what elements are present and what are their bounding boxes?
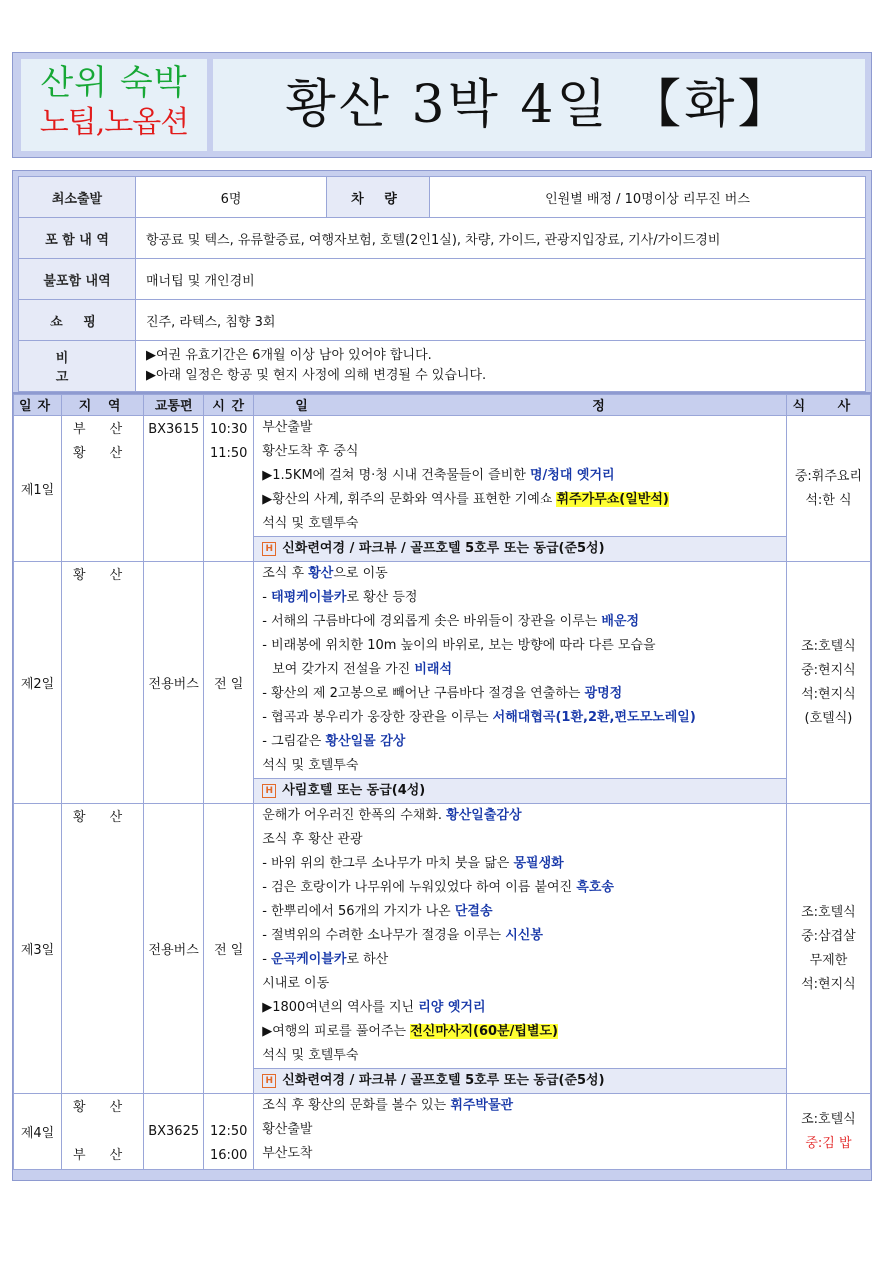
meal-item: 석:한 식 [805,492,852,508]
highlight-spot: 황산 [308,566,334,581]
schedule-table [13,394,871,1170]
highlight-spot: 태평케이블카 [271,590,347,605]
itinerary-line: ▶1800여년의 역사를 지닌 리양 옛거리 [262,1000,486,1015]
hotel-line [254,778,786,803]
time-cell: 전 일 [204,804,254,1094]
itinerary-line: 부산출발 [262,420,313,435]
meal-cell [786,1094,870,1170]
transport-cell: 전용버스 [144,804,204,1094]
day-label: 제2일 [14,562,62,804]
hotel-icon: H [262,542,276,556]
itinerary-line: - 검은 호랑이가 나무위에 누워있었다 하여 이름 붙여진 흑호송 [262,880,614,895]
itinerary-line: 보여 갖가지 전설을 가진 비래석 [272,662,453,677]
meal-cell [786,562,870,804]
time-value: 10:30 [209,422,248,437]
highlight-spot: 시신봉 [505,928,543,943]
itinerary-line: - 절벽위의 수려한 소나무가 절경을 이루는 시신봉 [262,928,543,943]
meal-item: 무제한 [809,952,848,968]
badge-line1: 산위 숙박 [40,63,188,103]
col-header-day: 일자 [14,395,62,416]
itinerary-cell [254,416,787,562]
col-header-meal: 식 사 [786,395,870,416]
highlight-spot: 서해대협곡(1환,2환,편도모노레일) [492,710,696,725]
shopping-value: 진주, 라텍스, 침향 3회 [136,300,866,341]
min-departure-value: 6명 [136,177,327,218]
itinerary-line: - 바위 위의 한그루 소나무가 마치 붓을 닮은 몽필생화 [262,856,564,871]
meal-item: 중:휘주요리 [794,468,863,484]
itinerary-line: - 운곡케이블카로 하산 [262,952,389,967]
highlight-spot: 비래석 [414,662,453,677]
meal-item: 조:호텔식 [801,1111,856,1127]
day-label: 제4일 [14,1094,62,1170]
itinerary-line: 황산출발 [262,1122,313,1137]
transport-cell: 전용버스 [144,562,204,804]
day-row [14,1094,871,1170]
region-name: 부 산 [72,1148,133,1163]
meal-item: 석:현지식 [801,976,856,992]
itinerary-line: - 비래봉에 위치한 10m 높이의 바위로, 보는 방향에 따라 다른 모습을 [262,638,656,653]
shopping-label: 쇼 핑 [19,300,136,341]
itinerary-line: 부산도착 [262,1146,313,1161]
hotel-name: 사림호텔 또는 동급(4성) [282,783,426,798]
col-header-region: 지 역 [62,395,144,416]
hotel-icon: H [262,784,276,798]
itinerary-line: 황산도착 후 중식 [262,444,359,459]
itinerary-line: - 협곡과 봉우리가 웅장한 장관을 이루는 서해대협곡(1환,2환,편도모노레일) [262,710,696,725]
day-row [14,804,871,1094]
itinerary-line: ▶황산의 사계, 휘주의 문화와 역사를 표현한 기예쇼 휘주가무쇼(일반석) [262,492,669,507]
region-name: 황 산 [72,810,133,825]
schedule-panel [12,393,872,1181]
highlight-spot: 운곡케이블카 [271,952,347,967]
included-value: 항공료 및 텍스, 유류할증료, 여행자보험, 호텔(2인1실), 차량, 가이드, 관광지입장료, 기사/가이드경비 [136,218,866,259]
badge-line2: 노팁,노옵션 [39,105,189,140]
note-value [136,341,866,392]
col-header-time: 시 간 [204,395,254,416]
meal-item: 중:김 밥 [805,1135,852,1151]
page-title: 황산 3박 4일 【화】 [213,59,865,151]
vehicle-label: 차 량 [327,177,430,218]
region-cell [62,416,144,562]
excluded-value: 매너팁 및 개인경비 [136,259,866,300]
region-name: 황 산 [72,446,133,461]
highlight-spot: 몽필생화 [513,856,564,871]
info-panel [12,170,872,393]
day-row [14,416,871,562]
meal-item: (호텔식) [804,710,853,726]
hotel-line [254,536,786,561]
time-value: 12:50 [209,1124,248,1139]
itinerary-cell [254,804,787,1094]
region-cell [62,1094,144,1170]
badge-box [21,59,207,151]
note-line1: ▶여권 유효기간은 6개월 이상 남아 있어야 합니다. [146,348,432,363]
time-value: 16:00 [209,1148,248,1163]
hotel-line [254,1068,786,1093]
note-line2: ▶아래 일정은 항공 및 현지 사정에 의해 변경될 수 있습니다. [146,368,487,383]
meal-cell [786,416,870,562]
itinerary-line: - 황산의 제 2고봉으로 빼어난 구름바다 절경을 연출하는 광명정 [262,686,623,701]
time-value: 11:50 [209,446,248,461]
meal-item: 중:현지식 [801,662,856,678]
hotel-name: 신화련여경 / 파크뷰 / 골프호텔 5호루 또는 동급(준5성) [282,1073,605,1088]
info-table [18,176,866,392]
time-cell [204,1094,254,1170]
itinerary-line: 조식 후 황산으로 이동 [262,566,388,581]
col-header-itinerary: 일 정 [254,395,787,416]
itinerary-line: - 그림같은 황산일몰 감상 [262,734,406,749]
itinerary-cell [254,1094,787,1170]
transport-cell: BX3615 [144,416,204,562]
note-label: 비 고 [19,341,136,392]
region-cell [62,562,144,804]
itinerary-line: 운해가 어우러진 한폭의 수채화. 황산일출감상 [262,808,522,823]
highlight-spot: 리양 옛거리 [418,1000,486,1015]
transport-cell: BX3625 [144,1094,204,1170]
itinerary-line: - 한뿌리에서 56개의 가지가 나온 단결송 [262,904,493,919]
excluded-label: 불포함 내역 [19,259,136,300]
itinerary-line: 석식 및 호텔투숙 [262,516,359,531]
itinerary-line: - 태평케이블카로 황산 등정 [262,590,418,605]
region-name: 황 산 [72,1100,133,1115]
highlight-spot: 황산일몰 감상 [325,734,406,749]
itinerary-line: 석식 및 호텔투숙 [262,758,359,773]
col-header-transport: 교통편 [144,395,204,416]
included-label: 포 함 내 역 [19,218,136,259]
highlight-show: 휘주가무쇼(일반석) [556,492,669,507]
day-row [14,562,871,804]
highlight-spot: 광명정 [584,686,623,701]
min-departure-label: 최소출발 [19,177,136,218]
header-banner [12,52,872,158]
highlight-spot: 배운정 [601,614,640,629]
hotel-name: 신화련여경 / 파크뷰 / 골프호텔 5호루 또는 동급(준5성) [282,541,605,556]
region-name: 부 산 [72,422,133,437]
itinerary-line: 조식 후 황산 관광 [262,832,363,847]
meal-item: 중:삼겹살 [801,928,856,944]
day-label: 제1일 [14,416,62,562]
region-cell [62,804,144,1094]
meal-cell [786,804,870,1094]
meal-item: 석:현지식 [801,686,856,702]
highlight-spot: 흑호송 [576,880,614,895]
highlight-spot: 명/청대 옛거리 [529,468,615,483]
highlight-spot: 황산일출감상 [446,808,522,823]
itinerary-line: 시내로 이동 [262,976,330,991]
highlight-spot: 단결송 [454,904,493,919]
meal-item: 조:호텔식 [801,904,856,920]
itinerary-line: 석식 및 호텔투숙 [262,1048,359,1063]
time-cell [204,416,254,562]
highlight-massage: 전신마사지(60분/팁별도) [410,1024,558,1039]
region-name: 황 산 [72,568,133,583]
itinerary-line: 조식 후 황산의 문화를 볼수 있는 휘주박물관 [262,1098,514,1113]
day-label: 제3일 [14,804,62,1094]
highlight-spot: 휘주박물관 [450,1098,514,1113]
itinerary-line: - 서해의 구름바다에 경외롭게 솟은 바위들이 장관을 이루는 배운정 [262,614,640,629]
itinerary-cell [254,562,787,804]
vehicle-value: 인원별 배정 / 10명이상 리무진 버스 [430,177,866,218]
meal-item: 조:호텔식 [801,638,856,654]
hotel-icon: H [262,1074,276,1088]
time-cell: 전 일 [204,562,254,804]
itinerary-line: ▶여행의 피로를 풀어주는 전신마사지(60분/팁별도) [262,1024,558,1039]
itinerary-line: ▶1.5KM에 걸쳐 명·청 시내 건축물들이 즐비한 명/청대 옛거리 [262,468,615,483]
